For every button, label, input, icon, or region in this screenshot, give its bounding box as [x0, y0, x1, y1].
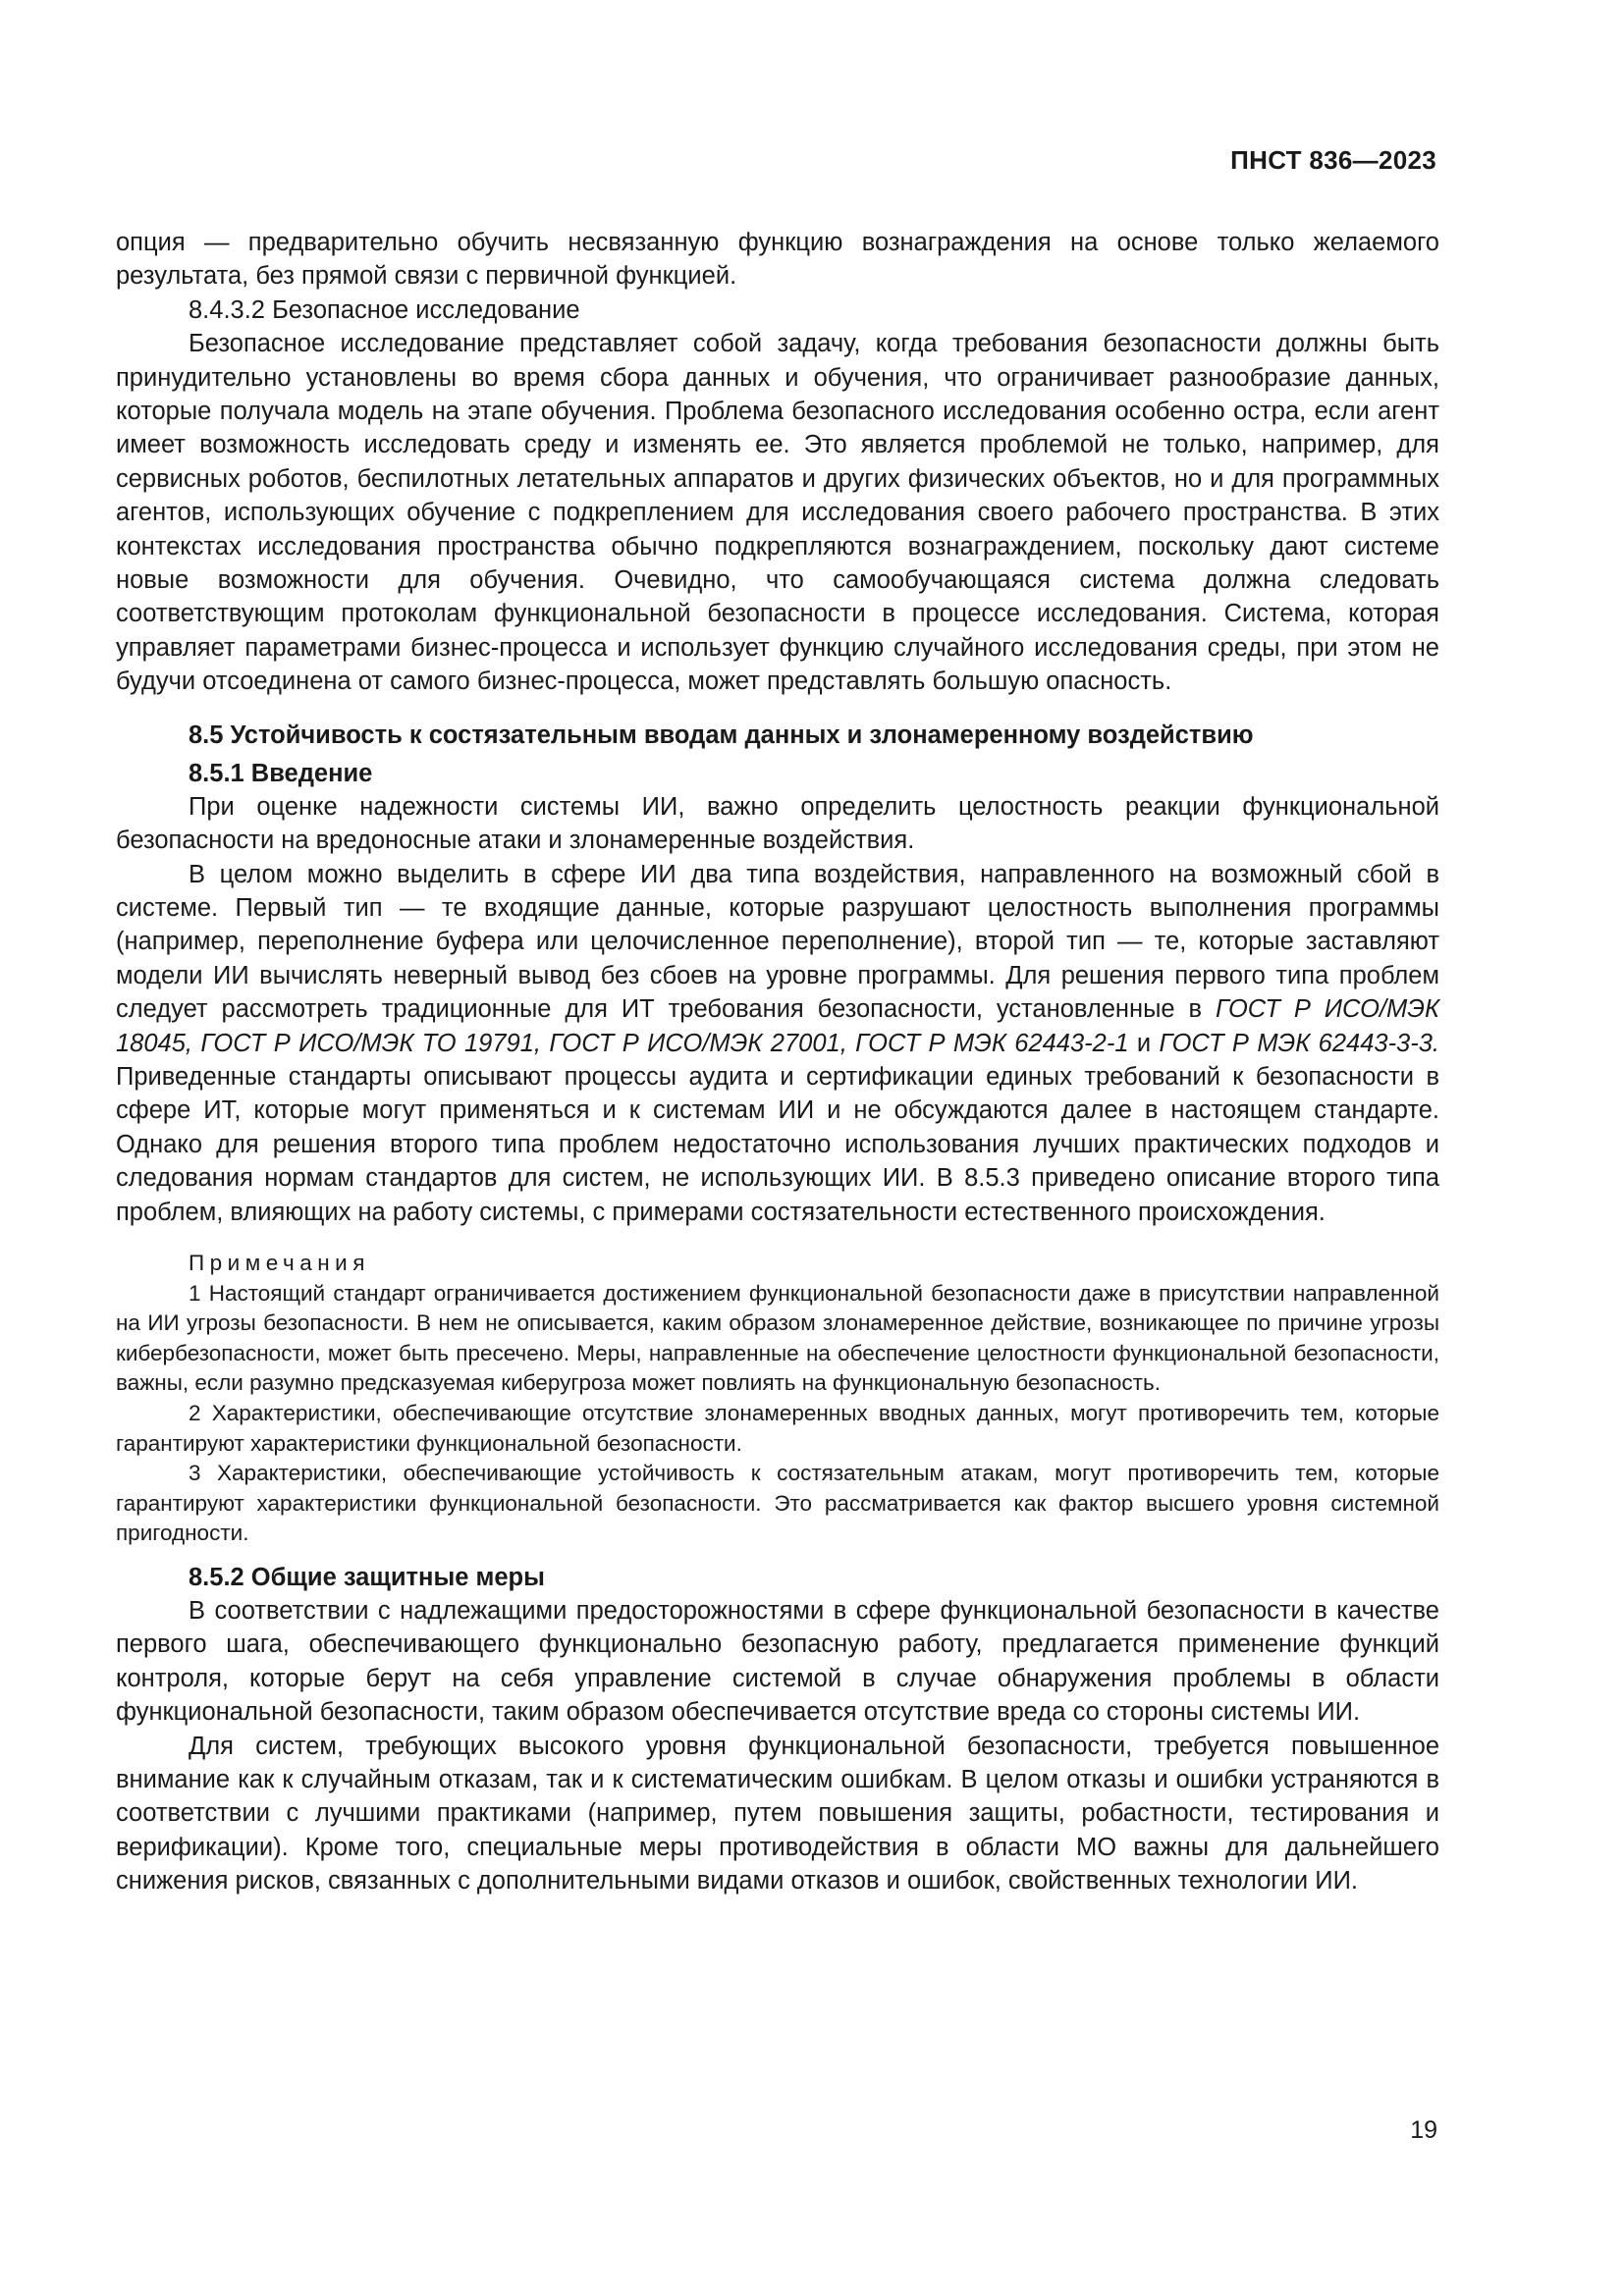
- note-item-2: 2 Характеристики, обеспечивающие отсутствие злонамеренных вводных данных, могут противоречить тем, которые гарантируют характеристики функциональной безопасности.: [116, 1400, 1439, 1456]
- note-item-3: 3 Характеристики, обеспечивающие устойчивость к состязательным атакам, могут противоречить тем, которые гарантируют характеристики функциональной безопасности. Это рассматривается как фактор высшего уровня системной пригодности.: [116, 1461, 1439, 1546]
- continuation-paragraph: опция — предварительно обучить несвязанную функцию вознаграждения на основе только желаемого результата, без прямой связи с первичной функцией.: [116, 229, 1439, 291]
- subsection-heading-8-4-3-2: 8.4.3.2 Безопасное исследование: [189, 295, 580, 324]
- notes-title: Примечания: [189, 1250, 370, 1275]
- standards-references-1: ГОСТ Р ИСО/МЭК 18045, ГОСТ Р ИСО/МЭК ТО 19791, ГОСТ Р ИСО/МЭК 27001, ГОСТ Р МЭК 62443-2-1: [116, 995, 1439, 1057]
- page-number: 19: [1410, 2116, 1437, 2144]
- protective-measures-paragraph-2: Для систем, требующих высокого уровня функциональной безопасности, требуется повышенное внимание как к случайным отказам, так и к систематическим ошибкам. В целом отказы и ошибки устраняются в соответствии с лучшими практиками (например, путем повышения защиты, робастности, тестирования и верификации). Кроме того, специальные меры противодействия в области МО важны для дальнейшего снижения рисков, связанных с дополнительными видами отказов и ошибок, свойственных технологии ИИ.: [116, 1732, 1439, 1896]
- section-heading-8-5: 8.5 Устойчивость к состязательным вводам данных и злонамеренному воздействию: [189, 721, 1254, 749]
- safe-exploration-paragraph: Безопасное исследование представляет собой задачу, когда требования безопасности должны быть принудительно установлены во время сбора данных и обучения, что ограничивает разнообразие данных, которые получала модель на этапе обучения. Проблема безопасного исследования особенно остра, если агент имеет возможность исследовать среду и изменять ее. Это является проблемой не только, например, для сервисных роботов, беспилотных летательных аппаратов и других физических объектов, но и для программных агентов, использующих обучение с подкреплением для исследования своего рабочего пространства. В этих контекстах исследования пространства обычно подкрепляются вознаграждением, поскольку дают системе новые возможности для обучения. Очевидно, что самообучающаяся система должна следовать соответствующим протоколам функциональной безопасности в процессе исследования. Система, которая управляет параметрами бизнес-процесса и использует функцию случайного исследования среды, при этом не будучи отсоединена от самого бизнес-процесса, может представлять большую опасность.: [116, 330, 1439, 696]
- standards-references-2: ГОСТ Р МЭК 62443-3-3.: [1159, 1029, 1440, 1057]
- intro-text-part-2: Приведенные стандарты описывают процессы аудита и сертификации единых требований к безопасности в сфере ИТ, которые могут применяться и к системам ИИ и не обсуждаются далее в настоящем стандарте. Однако для решения второго типа проблем недостаточно использования лучших практических подходов и следования нормам стандартов для систем, не использующих ИИ. В 8.5.3 приведено описание второго типа проблем, влияющих на работу системы, с примерами состязательности естественного происхождения.: [116, 1062, 1439, 1226]
- protective-measures-paragraph-1: В соответствии с надлежащими предосторожностями в сфере функциональной безопасности в качестве первого шага, обеспечивающего функционально безопасную работу, предлагается применение функций контроля, которые берут на себя управление системой в случае обнаружения проблемы в области функциональной безопасности, таким образом обеспечивается отсутствие вреда со стороны системы ИИ.: [116, 1596, 1439, 1727]
- notes-block: [116, 1249, 1439, 1549]
- intro-text-part-1: В целом можно выделить в сфере ИИ два типа воздействия, направленного на возможный сбой в системе. Первый тип — те входящие данные, которые разрушают целостность выполнения программы (например, переполнение буфера или целочисленное переполнение), второй тип — те, которые заставляют модели ИИ вычислять неверный вывод без сбоев на уровне программы. Для решения первого типа проблем следует рассмотреть традиционные для ИТ требования безопасности, установленные в: [116, 860, 1439, 1024]
- subsection-heading-8-5-2: 8.5.2 Общие защитные меры: [189, 1563, 545, 1591]
- subsection-heading-8-5-1: 8.5.1 Введение: [189, 759, 373, 787]
- introduction-paragraph-2: [116, 858, 1439, 1229]
- intro-text-and: и: [1128, 1029, 1160, 1057]
- document-code-header: ПНСТ 836—2023: [1230, 145, 1436, 175]
- note-item-1: 1 Настоящий стандарт ограничивается достижением функциональной безопасности даже в присутствии направленной на ИИ угрозы безопасности. В нем не описывается, каким образом злонамеренное действие, возникающее по причине угрозы кибербезопасности, может быть пресечено. Меры, направленные на обеспечение целостности функциональной безопасности, важны, если разумно предсказуемая киберугроза может повлиять на функциональную безопасность.: [116, 1280, 1439, 1396]
- introduction-paragraph-1: При оценке надежности системы ИИ, важно определить целостность реакции функциональной безопасности на вредоносные атаки и злонамеренные воздействия.: [116, 792, 1439, 855]
- page-content: [116, 226, 1439, 1898]
